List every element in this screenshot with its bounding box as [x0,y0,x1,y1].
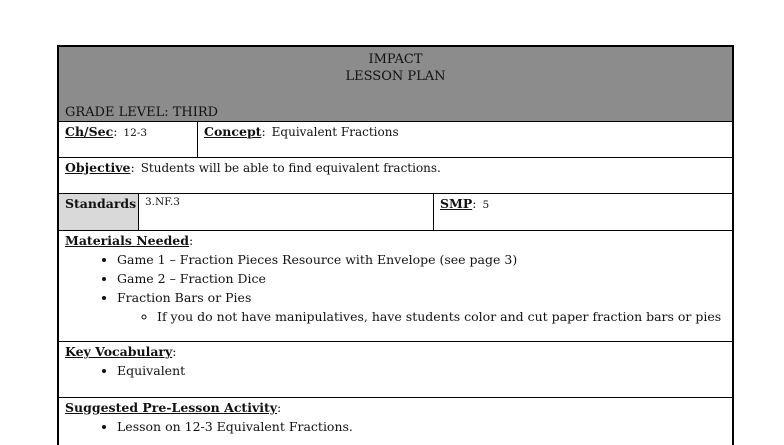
list-subitem: ◦ If you do not have manipulatives, have students color and cut paper fraction bars or pies [157,307,726,326]
materials-list [65,250,726,326]
vocabulary-list [65,361,726,380]
lesson-plan-header [59,47,732,122]
header-subtitle: LESSON PLAN [345,69,446,84]
list-item: • Lesson on 12-3 Equivalent Fractions. [117,417,726,436]
materials-sublist [117,307,726,326]
materials-section: Materials Needed: • Game 1 – Fraction Pieces Resource with Envelope (see page 3) • Game 2 – Fraction Dice • Fraction Bars or Pies ◦ If you do not have manipulatives, have students color and cut paper fraction bars or pies [59,231,732,342]
smp-label: SMP [440,196,473,211]
prelesson-section: Suggested Pre-Lesson Activity: • Lesson on 12-3 Equivalent Fractions. [59,398,732,445]
list-item: • Game 1 – Fraction Pieces Resource with Envelope (see page 3) [117,250,726,269]
vocabulary-label: Key Vocabulary [65,344,173,359]
objective-value: Students will be able to find equivalent fractions. [140,161,441,175]
grade-level: GRADE LEVEL: THIRD [65,105,219,120]
list-item: • Equivalent [117,361,726,380]
prelesson-list [65,417,726,436]
chsec-label: Ch/Sec [65,124,114,139]
lesson-plan-document [57,45,734,445]
concept-value: Equivalent Fractions [271,125,399,139]
list-item: • Game 2 – Fraction Dice [117,269,726,288]
standards-row [59,194,732,231]
materials-label: Materials Needed [65,233,189,248]
standards-value: 3.NF.3 [139,194,434,230]
prelesson-label: Suggested Pre-Lesson Activity [65,400,278,415]
chsec-concept-row [59,122,732,158]
smp-value: 5 [482,199,490,211]
list-item [117,288,726,326]
chsec-value: 12-3 [123,127,148,139]
header-title: IMPACT [368,52,423,67]
smp-cell: SMP: 5 [440,196,490,211]
concept-label: Concept [204,124,262,139]
objective-row: Objective: Students will be able to find equivalent fractions. [59,158,732,194]
list-item-label: Fraction Bars or Pies [117,290,252,305]
objective-label: Objective [65,160,131,175]
chsec-cell: Ch/Sec: 12-3 [59,122,198,157]
standards-label: Standards [59,194,139,230]
concept-cell: Concept: Equivalent Fractions [204,124,399,139]
vocabulary-section: Key Vocabulary: • Equivalent [59,342,732,398]
